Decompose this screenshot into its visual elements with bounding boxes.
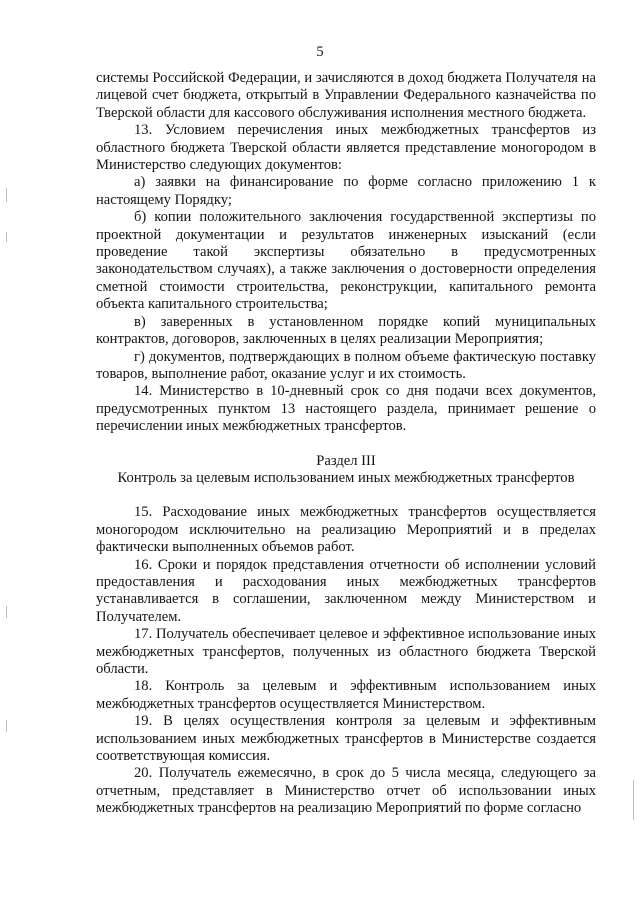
page-number: 5 bbox=[316, 44, 324, 60]
scan-mark bbox=[6, 720, 7, 732]
paragraph-13-g: г) документов, подтверждающих в полном объеме фактическую поставку товаров, выполнение работ, оказание услуг и их стоимость. bbox=[96, 348, 596, 382]
section-spacer bbox=[96, 436, 596, 453]
scan-mark bbox=[6, 232, 7, 242]
scan-mark bbox=[6, 606, 7, 618]
paragraph-15: 15. Расходование иных межбюджетных трансфертов осуществляется моногородом исключительно на реализацию Мероприятий и в пределах фактически выполненных объемов работ. bbox=[96, 504, 596, 556]
scan-mark bbox=[6, 188, 7, 202]
document-body bbox=[96, 70, 596, 818]
paragraph-continuation: системы Российской Федерации, и зачисляются в доход бюджета Получателя на лицевой счет бюджета, открытый в Управлении Федерального казначейства по Тверской области для кассового обслуживания исполнения местного бюджета. bbox=[96, 70, 596, 121]
scan-mark bbox=[633, 780, 634, 820]
paragraph-20: 20. Получатель ежемесячно, в срок до 5 числа месяца, следующего за отчетным, представляет в Министерство отчет об использовании иных межбюджетных трансфертов на реализацию Мероприятий по форме согласно bbox=[96, 765, 596, 817]
section-title: Контроль за целевым использованием иных межбюджетных трансфертов bbox=[117, 469, 575, 486]
paragraph-13-a: а) заявки на финансирование по форме согласно приложению 1 к настоящему Порядку; bbox=[96, 174, 596, 208]
paragraph-19: 19. В целях осуществления контроля за целевым и эффективным использованием иных межбюджетных трансфертов в Министерстве создается соответствующая комиссия. bbox=[96, 713, 596, 765]
paragraph-14: 14. Министерство в 10-дневный срок со дня подачи всех документов, предусмотренных пунктом 13 настоящего раздела, принимает решение о перечислении иных межбюджетных трансфертов. bbox=[96, 383, 596, 435]
paragraph-13-b: б) копии положительного заключения государственной экспертизы по проектной документации и результатов инженерных изысканий (если проведение такой экспертизы обязательно в предусмотренных законодательством случаях), а также заключения о достоверности определения сметной стоимости строительства, реконструкции, капитального ремонта объекта капитального строительства; bbox=[96, 209, 596, 313]
section-number: Раздел III bbox=[316, 452, 376, 469]
paragraph-17: 17. Получатель обеспечивает целевое и эффективное использование иных межбюджетных трансфертов, полученных из областного бюджета Тверской области. bbox=[96, 626, 596, 677]
paragraph-16: 16. Сроки и порядок представления отчетности об исполнении условий предоставления и расходования иных межбюджетных трансфертов устанавливается в соглашении, заключенном между Министерством и Получателем. bbox=[96, 556, 596, 625]
section-spacer bbox=[96, 487, 596, 504]
paragraph-18: 18. Контроль за целевым и эффективным использованием иных межбюджетных трансфертов осуществляется Министерством. bbox=[96, 678, 596, 712]
paragraph-13-v: в) заверенных в установленном порядке копий муниципальных контрактов, договоров, заключенных в целях реализации Мероприятия; bbox=[96, 313, 596, 348]
paragraph-13: 13. Условием перечисления иных межбюджетных трансфертов из областного бюджета Тверской области является представление моногородом в Министерство следующих документов: bbox=[96, 122, 596, 174]
